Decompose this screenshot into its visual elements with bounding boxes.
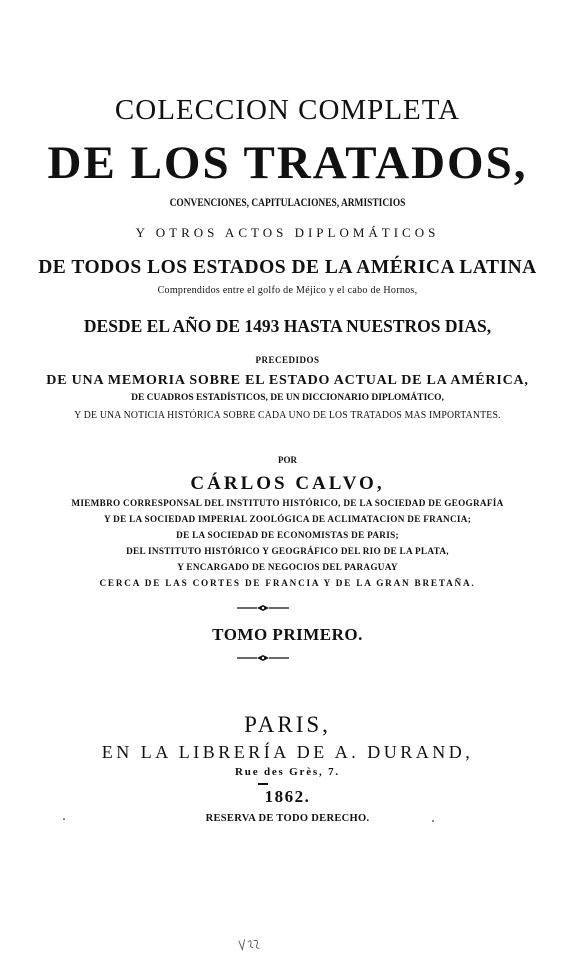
imprint-year: 1862.: [264, 787, 311, 806]
noticia-line: Y DE UNA NOTICIA HISTÓRICA SOBRE CADA UNO DE LOS TRATADOS MAS IMPORTANTES.: [74, 410, 501, 421]
subtitle-line-2: Y OTROS ACTOS DIPLOMÁTICOS: [135, 225, 440, 240]
preceded-label: PRECEDIDOS: [255, 355, 320, 365]
states-heading: DE TODOS LOS ESTADOS DE LA AMÉRICA LATINA: [38, 257, 537, 278]
volume-label: TOMO PRIMERO.: [212, 625, 363, 644]
ornament-divider-icon: [237, 604, 289, 612]
credential-line: Y ENCARGADO DE NEGOCIOS DEL PARAGUAY: [177, 562, 398, 572]
imprint-publisher: EN LA LIBRERÍA DE A. DURAND,: [101, 742, 474, 762]
imprint-city: PARIS,: [244, 712, 331, 737]
subtitle-line-1: CONVENCIONES, CAPITULACIONES, ARMISTICIOS: [169, 197, 406, 209]
credential-line: Y DE LA SOCIEDAD IMPERIAL ZOOLÓGICA DE ACLIMATACION DE FRANCIA;: [103, 514, 472, 524]
by-label: POR: [278, 455, 297, 465]
cuadros-line: DE CUADROS ESTADÍSTICOS, DE UN DICCIONARIO DIPLOMÁTICO,: [131, 393, 444, 403]
title-line-2: DE LOS TRATADOS,: [47, 137, 528, 189]
date-range: DESDE EL AÑO DE 1493 HASTA NUESTROS DIAS,: [83, 316, 492, 336]
title-line-1: COLECCION COMPLETA: [114, 94, 461, 126]
credential-line: CERCA DE LAS CORTES DE FRANCIA Y DE LA GRAN BRETAÑA.: [99, 578, 476, 588]
paper-speck: [432, 820, 434, 822]
ornament-divider-icon: [237, 654, 289, 662]
geographic-scope: Comprendidos entre el golfo de Méjico y el cabo de Hornos,: [157, 285, 418, 296]
paper-speck: [63, 818, 65, 820]
credential-line: DE LA SOCIEDAD DE ECONOMISTAS DE PARIS;: [176, 530, 399, 540]
imprint-street: Rue des Grès, 7.: [235, 766, 340, 778]
divider-rule: [258, 783, 268, 785]
credential-line: DEL INSTITUTO HISTÓRICO Y GEOGRÁFICO DEL RIO DE LA PLATA,: [126, 546, 449, 556]
handwritten-mark-icon: [236, 935, 261, 953]
rights-notice: RESERVA DE TODO DERECHO.: [205, 813, 370, 824]
credential-line: MIEMBRO CORRESPONSAL DEL INSTITUTO HISTÓRICO, DE LA SOCIEDAD DE GEOGRAFÍA: [71, 498, 504, 508]
memoria-line: DE UNA MEMORIA SOBRE EL ESTADO ACTUAL DE LA AMÉRICA,: [46, 373, 529, 388]
author-name: CÁRLOS CALVO,: [190, 473, 385, 494]
